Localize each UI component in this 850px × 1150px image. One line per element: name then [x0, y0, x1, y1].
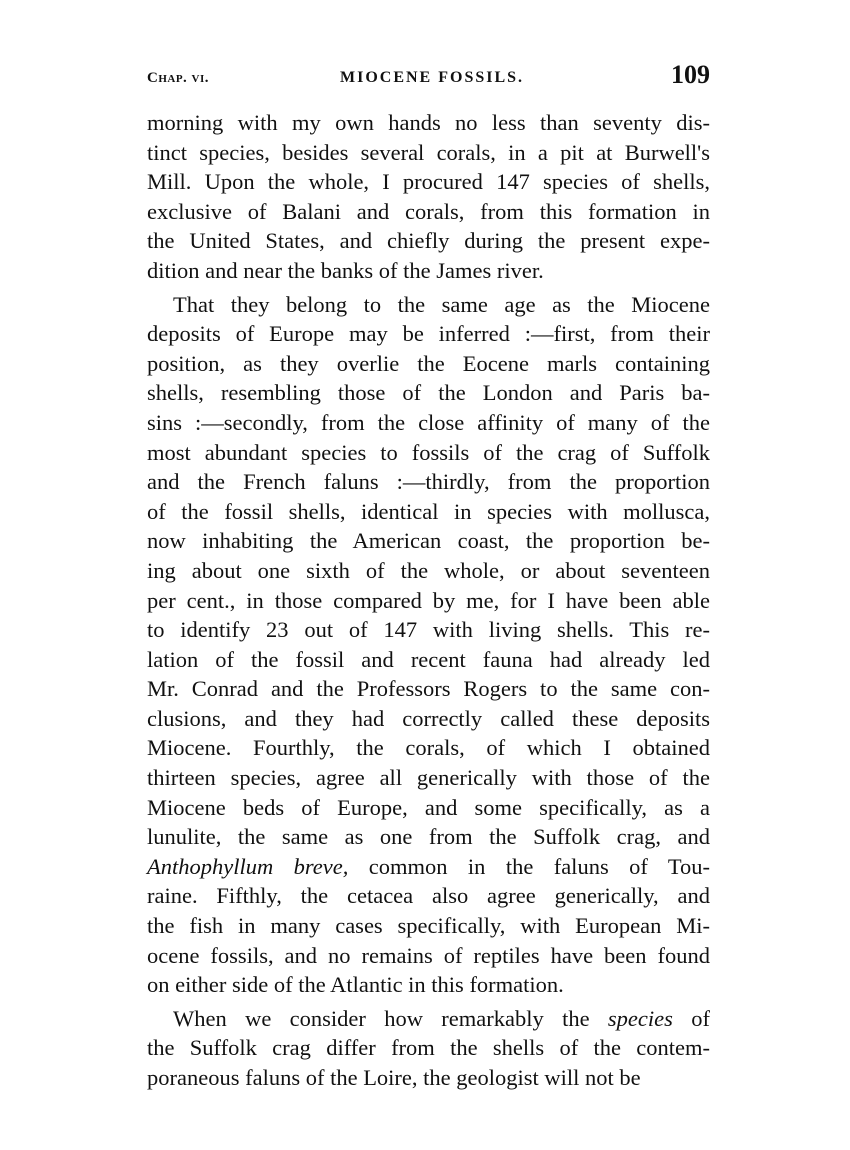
text-run: deposits of Europe may be inferred :—first, from their	[147, 321, 710, 347]
text-line	[147, 438, 710, 468]
text-run: to identify 23 out of 147 with living shells. This re-	[147, 617, 710, 643]
text-run: ing about one sixth of the whole, or about seventeen	[147, 557, 710, 583]
text-run: morning with my own hands no less than seventy dis-	[147, 110, 710, 135]
text-line	[147, 467, 710, 497]
text-run: tinct species, besides several corals, in a pit at Burwell's	[147, 139, 710, 165]
text-line	[147, 526, 710, 556]
text-run: the fish in many cases specifically, with European Mi-	[147, 913, 710, 939]
text-run: thirteen species, agree all generically with those of the	[147, 765, 710, 791]
text-line	[147, 793, 710, 823]
text-line	[147, 1004, 710, 1034]
paragraph	[147, 108, 710, 286]
text-run: poraneous faluns of the Loire, the geologist will not be	[147, 1065, 641, 1090]
italic-text: species	[607, 1005, 673, 1031]
text-line	[147, 408, 710, 438]
text-run: That they belong to the same age as the Miocene	[173, 291, 710, 317]
text-run: Miocene. Fourthly, the corals, of which I obtained	[147, 735, 710, 761]
running-header	[147, 60, 710, 96]
text-line	[147, 674, 710, 704]
text-line	[147, 138, 710, 168]
text-line	[147, 586, 710, 616]
text-run: most abundant species to fossils of the crag of Suffolk	[147, 439, 710, 465]
text-line	[147, 1033, 710, 1063]
chapter-label: Chap. vi.	[147, 70, 210, 86]
paragraph	[147, 1004, 710, 1093]
text-run: the Suffolk crag differ from the shells of the contem-	[147, 1035, 710, 1061]
italic-text: Anthophyllum breve,	[147, 853, 349, 879]
text-run: clusions, and they had correctly called these deposits	[147, 705, 710, 731]
text-run: shells, resembling those of the London and Paris ba-	[147, 380, 710, 406]
text-line	[147, 197, 710, 227]
text-run: position, as they overlie the Eocene marls containing	[147, 350, 710, 376]
text-run: the United States, and chiefly during the present expe-	[147, 228, 710, 254]
text-line	[147, 167, 710, 197]
text-line	[147, 1063, 710, 1093]
text-run: ocene fossils, and no remains of reptiles have been found	[147, 942, 710, 968]
text-line	[147, 378, 710, 408]
text-line	[147, 704, 710, 734]
text-run: common in the faluns of Tou-	[348, 853, 710, 879]
text-line	[147, 256, 710, 286]
text-run: raine. Fifthly, the cetacea also agree generically, and	[147, 883, 710, 909]
page-number: 109	[671, 60, 710, 89]
text-line	[147, 763, 710, 793]
text-line	[147, 822, 710, 852]
text-run: Miocene beds of Europe, and some specifically, as a	[147, 794, 710, 820]
text-run: per cent., in those compared by me, for I have been able	[147, 587, 710, 613]
text-run: Mr. Conrad and the Professors Rogers to the same con-	[147, 676, 710, 702]
text-run: lation of the fossil and recent fauna had already led	[147, 646, 710, 672]
text-run: sins :—secondly, from the close affinity of many of the	[147, 409, 710, 435]
text-run: of	[672, 1005, 710, 1031]
text-line	[147, 645, 710, 675]
text-line	[147, 108, 710, 138]
text-run: Mill. Upon the whole, I procured 147 species of shells,	[147, 169, 710, 195]
text-run: exclusive of Balani and corals, from this formation in	[147, 198, 710, 224]
text-line	[147, 349, 710, 379]
text-line	[147, 911, 710, 941]
paragraph	[147, 290, 710, 1000]
text-run: dition and near the banks of the James river.	[147, 257, 544, 283]
text-line	[147, 881, 710, 911]
text-line	[147, 941, 710, 971]
text-line	[147, 733, 710, 763]
text-run: now inhabiting the American coast, the proportion be-	[147, 528, 710, 554]
text-run: lunulite, the same as one from the Suffolk crag, and	[147, 824, 710, 850]
text-line	[147, 497, 710, 527]
text-line	[147, 615, 710, 645]
text-line	[147, 852, 710, 882]
text-line	[147, 556, 710, 586]
text-run: and the French faluns :—thirdly, from the proportion	[147, 469, 710, 495]
text-run: on either side of the Atlantic in this formation.	[147, 972, 564, 998]
text-line	[147, 290, 710, 320]
text-line	[147, 319, 710, 349]
page-title: MIOCENE FOSSILS.	[340, 69, 525, 86]
text-run: of the fossil shells, identical in species with mollusca,	[147, 498, 710, 524]
text-line	[147, 226, 710, 256]
text-run: When we consider how remarkably the	[173, 1005, 608, 1031]
body-text	[147, 108, 710, 1093]
text-line	[147, 970, 710, 1000]
